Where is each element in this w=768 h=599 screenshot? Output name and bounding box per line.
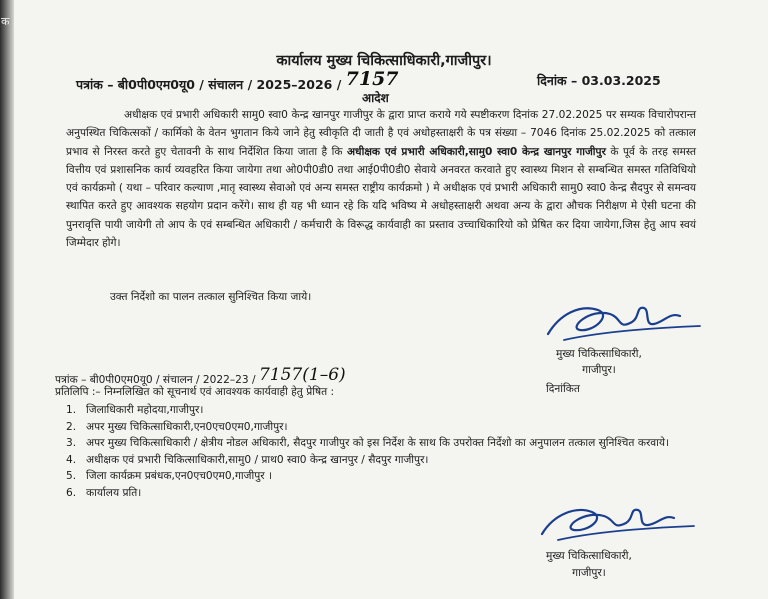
list-item: 5. जिला कार्यक्रम प्रबंधक,एन0एच0एम0,गाजीपुर ।: [66, 470, 273, 483]
order-paragraph: [66, 106, 696, 252]
reference-prefix: पत्रांक – बी0पी0एम0यू0 / संचालन / 2022–23 /: [55, 374, 256, 386]
list-item: 1. जिलाधिकारी महोदया,गाजीपुर।: [66, 404, 204, 416]
body-bold-phrase: अधीक्षक एवं प्रभारी अधिकारी,सामु0 स्वा0 केन्द्र खानपुर गाजीपुर: [346, 145, 606, 158]
list-item: 6. कार्यालय प्रति।: [66, 486, 142, 499]
signature-1: [540, 296, 710, 348]
designation-line: मुख्य चिकित्साधिकारी,: [556, 348, 642, 360]
handwritten-number: 7157: [345, 68, 399, 90]
reference-prefix: पत्रांक – बी0पी0एम0यू0 / संचालन / 2025–2026 /: [76, 77, 342, 92]
signature-2: [532, 498, 702, 548]
order-heading: आदेश: [362, 91, 389, 105]
signatory-designation-1: [556, 346, 642, 378]
designation-place: गाजीपुर।: [582, 364, 616, 376]
list-item: 2. अपर मुख्य चिकित्साधिकारी,एन0एच0एम0,गाजीपुर।: [66, 420, 288, 433]
dated-label: दिनांकित: [546, 383, 580, 395]
body-text-part-2: के पूर्व के तरह समस्त वित्तीय एवं प्रशासनिक कार्य व्यवहरित किया जायेगा तथा ओ0पी0डी0 तथा आई0पी0डी0 सेवाये अनवरत करवाते हुए स्वास्थ्य मिशन से सम्बन्धित समस्त गतिविधियो एवं कार्यक्रमो ( यथा – परिवार कल्याण ,मातृ स्वास्थ्य सेवाओ एवं अन्य समस्त राष्ट्रीय कार्यक्रमो ) मे अधीक्षक एवं प्रभारी अधिकारी सामु0 स्वा0 केन्द्र सैदपुर से समन्वय स्थापित करते हुए आवश्यक सहयोग प्रदान करेंगे। साथ ही यह भी ध्यान रहे कि यदि भविष्य मे अधोहस्ताक्षरी अथवा अन्य के द्वारा औचक निरीक्षण मे ऐसी घटना की पुनरावृत्ति पायी जायेगी तो आप के एवं सम्बन्धित अधिकारी / कर्मचारी के विरूद्ध कार्यवाही का प्रस्ताव उच्चाधिकारियो को प्रेषित कर दिया जायेगा,जिस हेतु आप स्वयं जिम्मेदार होगे।: [66, 145, 696, 250]
closing-line: उक्त निर्देशो का पालन तत्काल सुनिश्चित किया जाये।: [110, 291, 312, 303]
list-item: 4. अधीक्षक एवं प्रभारी चिकित्साधिकारी,सामु0 / प्राथ0 स्वा0 केन्द्र खानपुर / सैदपुर गाजीपुर।: [66, 453, 429, 466]
designation-line: मुख्य चिकित्साधिकारी,: [546, 550, 632, 562]
edge-fragment: क: [1, 15, 10, 28]
handwritten-number: 7157(1–6): [258, 365, 346, 385]
letter-date: दिनांक – 03.03.2025: [537, 73, 661, 88]
designation-place: गाजीपुर।: [572, 567, 606, 579]
order-body: [66, 106, 696, 252]
body-text-part-1: अधीक्षक एवं प्रभारी अधिकारी सामु0 स्वा0 केन्द्र खानपुर गाजीपुर के द्वारा प्राप्त कराये गये स्पष्टीकरण दिनांक 27.02.2025 पर सम्यक विचारोपरान्त अनुपस्थित चिकित्सकों / कार्मिको के वेतन भुगतान किये जाने हेतु स्वीकृति दी जाती है एवं अधोहस्ताक्षरी के पत्र संख्या – 7046 दिनांक 25.02.2025 को तत्काल प्रभाव से निरस्त करते हुए चेतावनी के साथ निर्देशित किया जाता है कि: [66, 109, 696, 158]
list-item: 3. अपर मुख्य चिकित्साधिकारी / क्षेत्रीय नोडल अधिकारी, सैदपुर गाजीपुर को इस निर्देश के साथ कि उपरोक्त निर्देशो का अनुपालन तत्काल सुनिश्चित करवाये।: [66, 437, 670, 450]
copy-to-line: प्रतिलिपि :– निम्नलिखित को सूचनार्थ एवं आवश्यक कार्यवाही हेतु प्रेषित :: [55, 386, 335, 398]
scan-edge: [0, 0, 14, 599]
signatory-designation-2: [546, 548, 632, 582]
office-title: कार्यालय मुख्य चिकित्साधिकारी,गाजीपुर।: [276, 53, 492, 69]
copy-list: [66, 402, 686, 502]
letter-reference: [76, 68, 399, 94]
